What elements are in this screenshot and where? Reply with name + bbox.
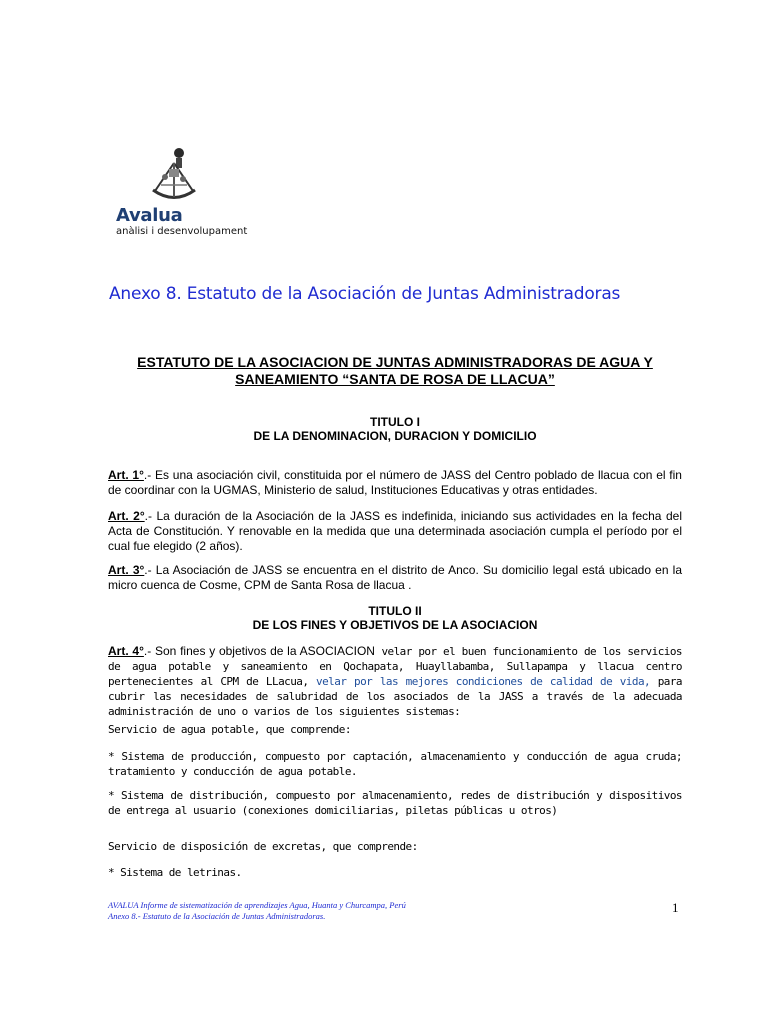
avalua-logo: [113, 145, 263, 245]
titulo-2: [100, 604, 690, 632]
page-footer: [108, 900, 508, 922]
titulo-2-name: DE LOS FINES Y OBJETIVOS DE LA ASOCIACION: [252, 618, 538, 632]
article-3: [108, 563, 682, 593]
article-1-text: .- Es una asociación civil, constituida por el número de JASS del Centro poblado de llacua con el fin de coordinar con la UGMAS, Ministerio de salud, Instituciones Educativas y otras entidades.: [108, 468, 682, 497]
statute-heading: [100, 354, 690, 388]
article-1-label: Art. 1°: [108, 468, 144, 482]
service-latrines-item: * Sistema de letrinas.: [108, 866, 242, 879]
titulo-1-number: TITULO I: [370, 415, 420, 429]
article-4-text-b: para cubrir las necesidades de salubridad de los asociados de la JASS a través de la adecuada administración de uno o varios de los siguientes sistemas:: [108, 675, 682, 718]
article-4-label: Art. 4°: [108, 644, 144, 658]
page-number: 1: [672, 900, 679, 915]
sextant-figure-icon: [143, 145, 205, 205]
article-2: [108, 509, 682, 554]
logo-tagline: anàlisi i desenvolupament: [116, 226, 248, 237]
annex-title: Anexo 8. Estatuto de la Asociación de Juntas Administradoras: [109, 284, 621, 304]
logo-wordmark: Avalua: [116, 205, 183, 226]
service-distribution-item: * Sistema de distribución, compuesto por almacenamiento, redes de distribución y dispositivos de entrega al usuario (conexiones domiciliarias, piletas públicas u otros): [108, 789, 682, 817]
titulo-1-name: DE LA DENOMINACION, DURACION Y DOMICILIO: [253, 429, 537, 443]
article-4-lead: .- Son fines y objetivos de la ASOCIACION: [143, 644, 375, 658]
article-1: [108, 468, 682, 498]
footer-line2: Anexo 8.- Estatuto de la Asociación de Juntas Administradoras.: [108, 911, 326, 921]
titulo-2-number: TITULO II: [368, 604, 422, 618]
article-3-text: .- La Asociación de JASS se encuentra en el distrito de Anco. Su domicilio legal está ubicado en la micro cuenca de Cosme, CPM de Santa Rosa de llacua .: [108, 563, 682, 592]
article-2-label: Art. 2°: [108, 509, 145, 523]
article-2-text: .- La duración de la Asociación de la JASS es indefinida, iniciando sus actividades en la fecha del Acta de Constitución. Y renovable en la medida que una determinada asociación cumpla el período por el cual fue elegido (2 años).: [108, 509, 682, 553]
footer-line1: AVALUA Informe de sistematización de aprendizajes Agua, Huanta y Churcampa, Perú: [108, 900, 406, 910]
service-excreta-heading: Servicio de disposición de excretas, que comprende:: [108, 840, 418, 853]
statute-heading-line2: SANEAMIENTO “SANTA DE ROSA DE LLACUA”: [235, 371, 555, 387]
article-4: [108, 644, 682, 719]
article-4-highlight: velar por las mejores condiciones de calidad de vida,: [308, 675, 651, 688]
article-3-label: Art. 3°: [108, 563, 145, 577]
titulo-1: [100, 415, 690, 443]
statute-heading-line1: ESTATUTO DE LA ASOCIACION DE JUNTAS ADMINISTRADORAS DE AGUA Y: [137, 354, 653, 370]
article-4-text-a: velar por el buen funcionamiento de los servicios de agua potable y saneamiento en Qochapata, Huayllabamba, Sullapampa y llacua centro pertenecientes al CPM de LLacua,: [108, 645, 682, 688]
service-water-heading: Servicio de agua potable, que comprende:: [108, 723, 351, 736]
service-production-item: * Sistema de producción, compuesto por captación, almacenamiento y conducción de agua cruda; tratamiento y conducción de agua potable.: [108, 750, 682, 778]
